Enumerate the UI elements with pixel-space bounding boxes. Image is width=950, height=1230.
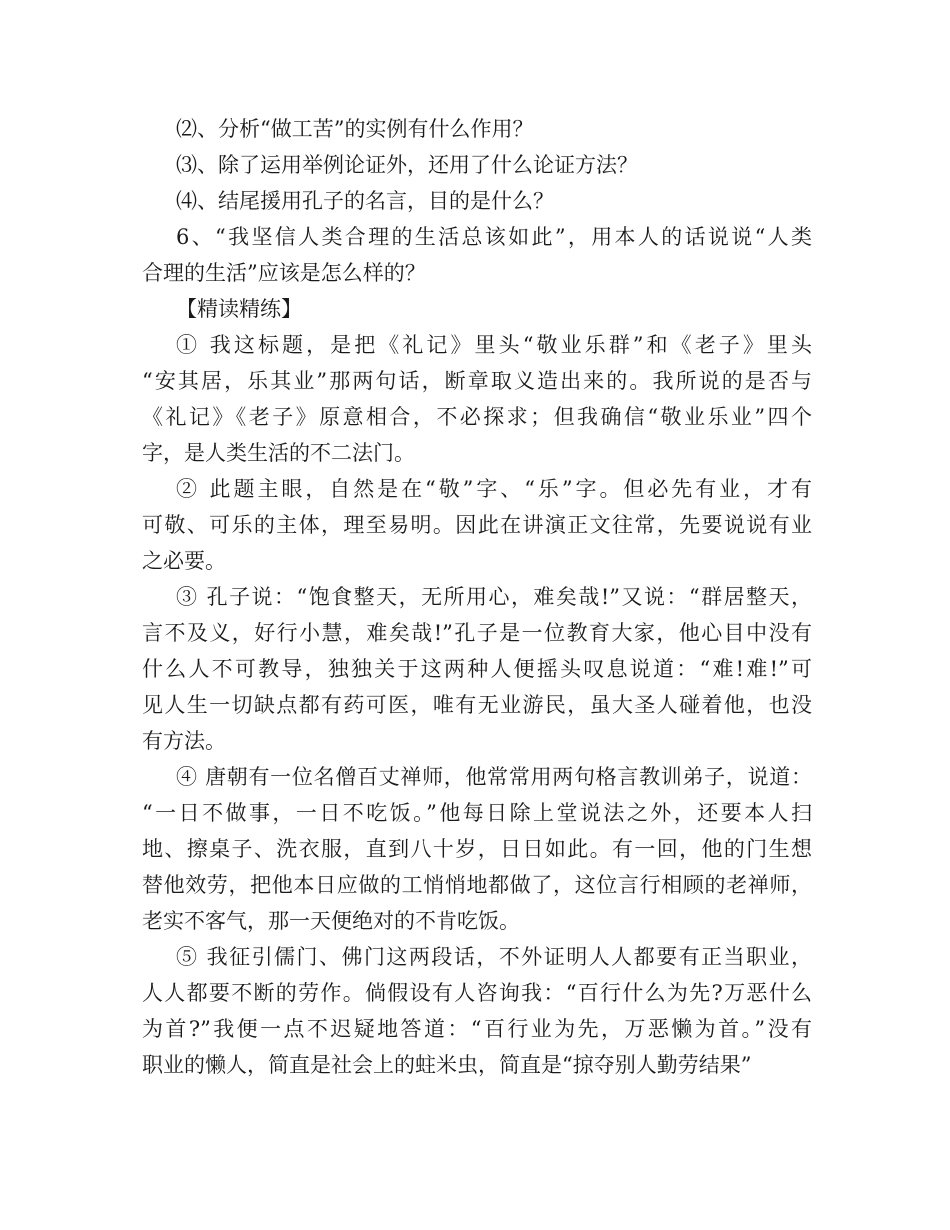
paragraph-line: 《礼记》《老子》原意相合，不必探求；但我确信“敬业乐业”四个 [142, 405, 812, 429]
paragraph-line: 为首?”我便一点不迟疑地答道：“百行业为先，万恶懒为首。”没有 [142, 1017, 812, 1041]
paragraph-line: ⑤ 我征引儒门、佛门这两段话，不外证明人人都要有正当职业， [176, 945, 812, 969]
paragraph-line: 替他效劳，把他本日应做的工悄悄地都做了，这位言行相顾的老禅师， [142, 873, 812, 897]
paragraph-line: 老实不客气，那一天便绝对的不肯吃饭。 [142, 909, 520, 933]
paragraph-line: 可敬、可乐的主体，理至易明。因此在讲演正文往常，先要说说有业 [142, 513, 812, 537]
question-4: ⑷、结尾援用孔子的名言，目的是什么？ [176, 189, 554, 213]
question-3: ⑶、除了运用举例论证外，还用了什么论证方法？ [176, 153, 638, 177]
question-2: ⑵、分析“做工苦”的实例有什么作用？ [176, 117, 534, 141]
question-6 [142, 219, 812, 291]
paragraph-line: “一日不做事，一日不吃饭。”他每日除上堂说法之外，还要本人扫 [142, 801, 812, 825]
paragraph-3 [142, 579, 812, 759]
paragraph-line: 言不及义，好行小慧，难矣哉!”孔子是一位教育大家，他心目中没有 [142, 621, 812, 645]
paragraph-line: 之必要。 [142, 549, 226, 573]
paragraph-5 [142, 939, 812, 1083]
paragraph-line: 什么人不可教导，独独关于这两种人便摇头叹息说道：“难!难!”可 [142, 657, 812, 681]
paragraph-line: ① 我这标题，是把《礼记》里头“敬业乐群”和《老子》里头 [176, 333, 812, 357]
paragraph-2 [142, 471, 812, 579]
paragraph-line: 有方法。 [142, 729, 226, 753]
paragraph-line: ③ 孔子说：“饱食整天，无所用心，难矣哉!”又说：“群居整天， [176, 585, 812, 609]
paragraph-line: 字，是人类生活的不二法门。 [142, 441, 415, 465]
paragraph-line: ② 此题主眼，自然是在“敬”字、“乐”字。但必先有业，才有 [176, 477, 812, 501]
paragraph-line: 地、擦桌子、洗衣服，直到八十岁，日日如此。有一回，他的门生想 [142, 837, 812, 861]
paragraph-line: 见人生一切缺点都有药可医，唯有无业游民，虽大圣人碰着他，也没 [142, 693, 812, 717]
document-body [142, 111, 812, 1083]
question-6-line: 6、“我坚信人类合理的生活总该如此”，用本人的话说说“人类 [176, 225, 812, 249]
question-6-line: 合理的生活”应该是怎么样的？ [142, 261, 426, 285]
section-heading: 【精读精练】 [176, 297, 302, 321]
paragraph-line: 职业的懒人，简直是社会上的蛀米虫，简直是“掠夺别人勤劳结果” [142, 1053, 752, 1077]
paragraph-4 [142, 759, 812, 939]
paragraph-1 [142, 327, 812, 471]
paragraph-line: “安其居，乐其业”那两句话，断章取义造出来的。我所说的是否与 [142, 369, 812, 393]
paragraph-line: ④ 唐朝有一位名僧百丈禅师，他常常用两句格言教训弟子，说道： [176, 765, 812, 789]
paragraph-line: 人人都要不断的劳作。倘假设有人咨询我：“百行什么为先?万恶什么 [142, 981, 812, 1005]
